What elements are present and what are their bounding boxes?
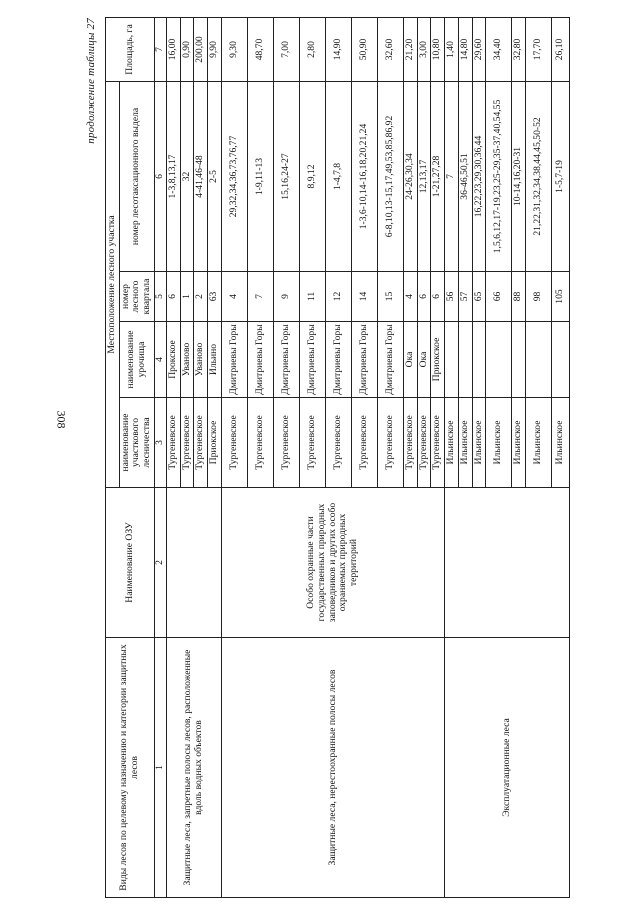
- forestry-cell: Тургеневское: [325, 398, 351, 488]
- quarter-cell: 98: [526, 272, 552, 322]
- quarter-cell: 4: [221, 272, 247, 322]
- tract-cell: [526, 322, 552, 398]
- tract-cell: [472, 322, 486, 398]
- table-row: [445, 17, 459, 897]
- header-location: Местоположение лесного участка: [106, 81, 120, 487]
- forestry-cell: Тургеневское: [431, 398, 445, 488]
- quarter-cell: 12: [325, 272, 351, 322]
- forestry-cell: Ильинское: [526, 398, 552, 488]
- forestry-cell: Ильинское: [486, 398, 512, 488]
- forestry-cell: Ильинское: [458, 398, 472, 488]
- tract-cell: Ока: [417, 322, 431, 398]
- forestry-cell: Тургеневское: [377, 398, 403, 488]
- forestry-cell: Ильинское: [552, 398, 570, 488]
- category-cell: Эксплуатационные леса: [445, 638, 570, 898]
- header-forestry: наименование участкового лесничества: [119, 398, 154, 488]
- quarter-cell: 65: [472, 272, 486, 322]
- table-row: [166, 17, 180, 897]
- area-cell: 9,30: [221, 17, 247, 81]
- quarter-cell: 9: [273, 272, 299, 322]
- header-category: Виды лесов по целевому назначению и категории защитных лесов: [106, 638, 155, 898]
- area-cell: 16,00: [166, 17, 180, 81]
- forestry-cell: Тургеневское: [194, 398, 208, 488]
- allotment-cell: 1-21,27,28: [431, 81, 445, 271]
- tract-cell: Дмитриевы Горы: [299, 322, 325, 398]
- col-number: 1: [154, 638, 166, 898]
- forestry-cell: Тургеневское: [403, 398, 417, 488]
- area-cell: 34,40: [486, 17, 512, 81]
- quarter-cell: 11: [299, 272, 325, 322]
- quarter-cell: 15: [377, 272, 403, 322]
- area-cell: 48,70: [247, 17, 273, 81]
- forestry-cell: Тургеневское: [221, 398, 247, 488]
- quarter-cell: 88: [512, 272, 526, 322]
- quarter-cell: 14: [351, 272, 377, 322]
- col-number: 6: [154, 81, 166, 271]
- area-cell: 26,10: [552, 17, 570, 81]
- area-cell: 14,80: [458, 17, 472, 81]
- allotment-cell: 7: [445, 81, 459, 271]
- tract-cell: [458, 322, 472, 398]
- quarter-cell: 63: [208, 272, 222, 322]
- tract-cell: Прокское: [166, 322, 180, 398]
- allotment-cell: 29,32,34,36,73,76,77: [221, 81, 247, 271]
- tract-cell: Уваново: [194, 322, 208, 398]
- tract-cell: Дмитриевы Горы: [351, 322, 377, 398]
- quarter-cell: 7: [247, 272, 273, 322]
- forestry-cell: Тургеневское: [247, 398, 273, 488]
- tract-cell: Ильино: [208, 322, 222, 398]
- forestry-cell: Ильинское: [445, 398, 459, 488]
- quarter-cell: 6: [417, 272, 431, 322]
- tract-cell: Дмитриевы Горы: [221, 322, 247, 398]
- quarter-cell: 66: [486, 272, 512, 322]
- col-number: 7: [154, 17, 166, 81]
- continuation-label: продолжение таблицы 27: [85, 18, 97, 144]
- area-cell: 17,70: [526, 17, 552, 81]
- allotment-cell: 21,22,31,32,34,38,44,45,50-52: [526, 81, 552, 271]
- area-cell: 200,00: [194, 17, 208, 81]
- tract-cell: [512, 322, 526, 398]
- allotment-cell: 6-8,10,13-15,17,49,53,85,86,92: [377, 81, 403, 271]
- col-number: 5: [154, 272, 166, 322]
- forest-table: [105, 17, 570, 898]
- category-cell: Защитные леса, запретные полосы лесов, расположенные вдоль водных объектов: [166, 638, 221, 898]
- forestry-cell: Тургеневское: [299, 398, 325, 488]
- area-cell: 9,90: [208, 17, 222, 81]
- tract-cell: [552, 322, 570, 398]
- forestry-cell: Тургеневское: [351, 398, 377, 488]
- allotment-cell: 10-14,16,20-31: [512, 81, 526, 271]
- forestry-cell: Ильинское: [472, 398, 486, 488]
- allotment-cell: 1,5,6,12,17-19,23,25-29,35-37,40,54,55: [486, 81, 512, 271]
- allotment-cell: 8,9,12: [299, 81, 325, 271]
- area-cell: 10,80: [431, 17, 445, 81]
- tract-cell: Приокское: [431, 322, 445, 398]
- allotment-cell: 1-4,7,8: [325, 81, 351, 271]
- forestry-cell: Тургеневское: [180, 398, 194, 488]
- area-cell: 0,90: [180, 17, 194, 81]
- quarter-cell: 2: [194, 272, 208, 322]
- tract-cell: Дмитриевы Горы: [325, 322, 351, 398]
- area-cell: 32,60: [377, 17, 403, 81]
- allotment-cell: 1-9,11-13: [247, 81, 273, 271]
- allotment-cell: 1-5,7-19: [552, 81, 570, 271]
- page-number: 308: [54, 410, 69, 429]
- area-cell: 32,80: [512, 17, 526, 81]
- col-number: 3: [154, 398, 166, 488]
- tract-cell: [486, 322, 512, 398]
- forestry-cell: Тургеневское: [166, 398, 180, 488]
- area-cell: 7,00: [273, 17, 299, 81]
- allotment-cell: 1-3,8,13,17: [166, 81, 180, 271]
- area-cell: 14,90: [325, 17, 351, 81]
- allotment-cell: 1-3,6-10,14-16,18,20,21,24: [351, 81, 377, 271]
- header-ozu: Наименование ОЗУ: [106, 488, 155, 638]
- area-cell: 50,90: [351, 17, 377, 81]
- area-cell: 3,00: [417, 17, 431, 81]
- header-tract: наименование урочища: [119, 322, 154, 398]
- ozu-cell: [445, 488, 570, 638]
- allotment-cell: 4-41,46-48: [194, 81, 208, 271]
- quarter-cell: 1: [180, 272, 194, 322]
- quarter-cell: 57: [458, 272, 472, 322]
- allotment-cell: 24-26,30,34: [403, 81, 417, 271]
- tract-cell: [445, 322, 459, 398]
- tract-cell: Дмитриевы Горы: [377, 322, 403, 398]
- quarter-cell: 6: [431, 272, 445, 322]
- category-cell: Защитные леса, нерестоохранные полосы лесов: [221, 638, 444, 898]
- forestry-cell: Приокское: [208, 398, 222, 488]
- forestry-cell: Тургеневское: [417, 398, 431, 488]
- quarter-cell: 56: [445, 272, 459, 322]
- rotated-page: [85, 18, 565, 898]
- allotment-cell: 12,13,17: [417, 81, 431, 271]
- tract-cell: Дмитриевы Горы: [273, 322, 299, 398]
- table-row: [221, 17, 247, 897]
- allotment-cell: 32: [180, 81, 194, 271]
- ozu-cell: [166, 488, 221, 638]
- quarter-cell: 6: [166, 272, 180, 322]
- allotment-cell: 16,22,23,29,30,36,44: [472, 81, 486, 271]
- forestry-cell: Тургеневское: [273, 398, 299, 488]
- area-cell: 2,80: [299, 17, 325, 81]
- area-cell: 29,60: [472, 17, 486, 81]
- area-cell: 1,40: [445, 17, 459, 81]
- forestry-cell: Ильинское: [512, 398, 526, 488]
- tract-cell: Ока: [403, 322, 417, 398]
- quarter-cell: 4: [403, 272, 417, 322]
- header-quarter: номер лесного квартала: [119, 272, 154, 322]
- col-number: 2: [154, 488, 166, 638]
- tract-cell: Уваново: [180, 322, 194, 398]
- ozu-cell: Особо охранные части государственных природных заповедников и других особо охраняемых природных территорий: [221, 488, 444, 638]
- header-allotment: номер лесотаксационного выдела: [119, 81, 154, 271]
- tract-cell: Дмитриевы Горы: [247, 322, 273, 398]
- col-number: 4: [154, 322, 166, 398]
- allotment-cell: 15,16,24-27: [273, 81, 299, 271]
- allotment-cell: 36-46,50,51: [458, 81, 472, 271]
- area-cell: 21,20: [403, 17, 417, 81]
- allotment-cell: 2-5: [208, 81, 222, 271]
- header-area: Площадь, га: [106, 17, 155, 81]
- quarter-cell: 105: [552, 272, 570, 322]
